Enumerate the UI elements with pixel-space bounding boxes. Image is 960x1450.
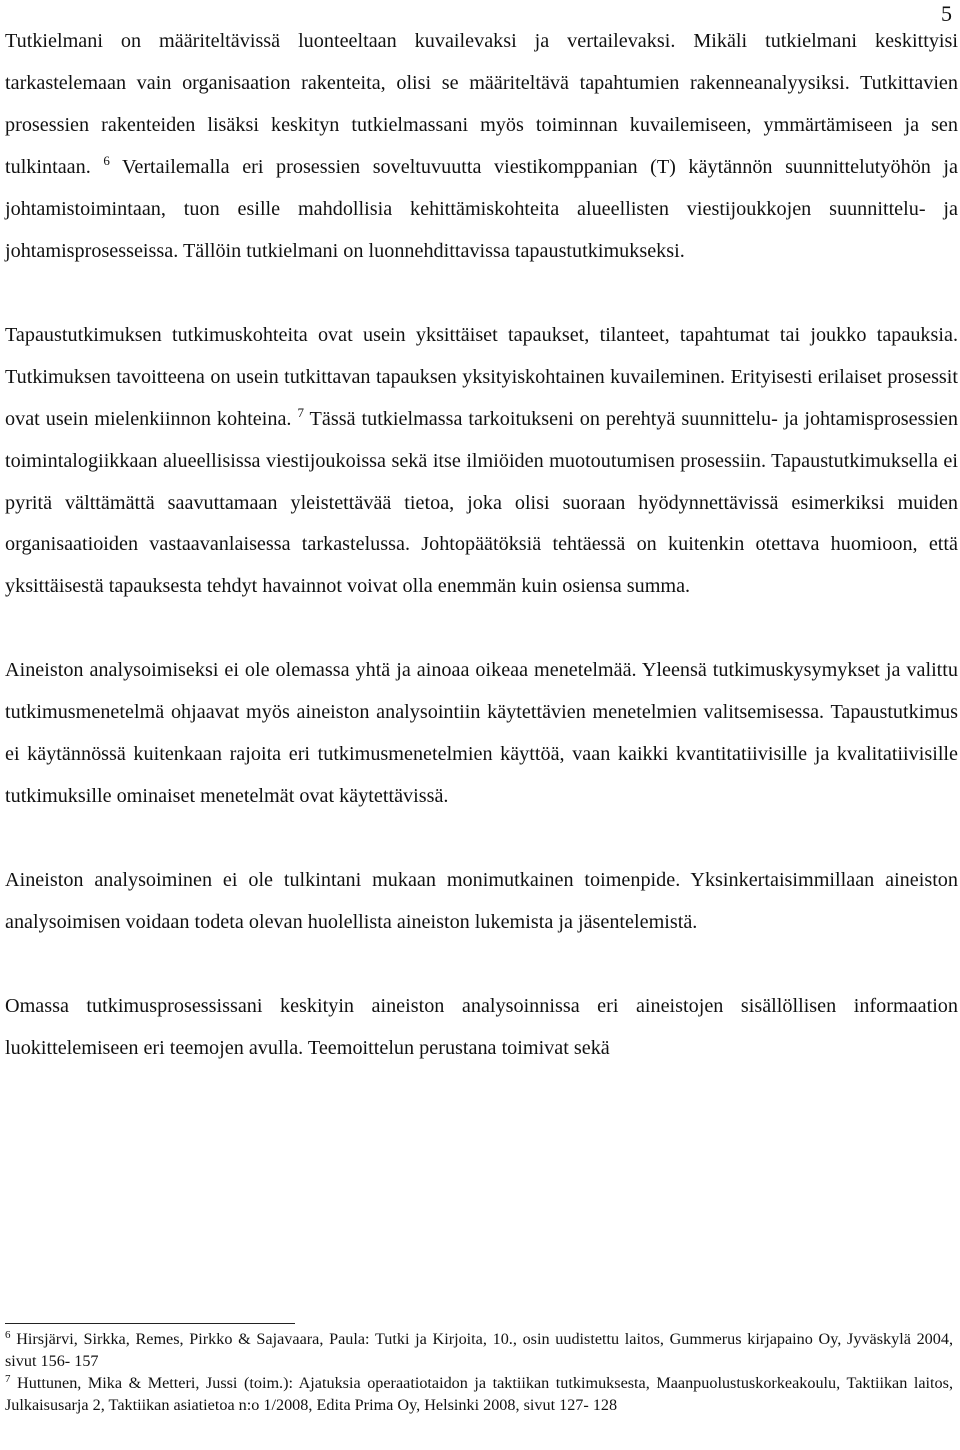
paragraph-2-text-a: Tapaustutkimuksen tutkimuskohteita ovat usein yksittäiset tapaukset, tilanteet, tapahtumat tai joukko tapauksia. Tutkimuksen tavoitteena on usein tutkittavan tapauksen yksityiskohtainen kuvaileminen. Erityisesti erilaiset prosessit ovat usein mielenkiinnon kohteina. <box>5 323 958 430</box>
page-number: 5 <box>941 1 952 26</box>
footnotes <box>5 1328 953 1416</box>
body-text <box>5 21 958 1070</box>
paragraph-1-text-a: Tutkielmani on määriteltävissä luonteeltaan kuvailevaksi ja vertailevaksi. Mikäli tutkielmani keskittyisi tarkastelemaan vain organisaation rakenteita, olisi se määriteltävä tapahtumien rakenneanalyysiksi. Tutkittavien prosessien rakenteiden lisäksi keskityn tutkielmassani myös toiminnan kuvailemiseen, ymmärtämiseen ja sen tulkintaan. <box>5 30 958 178</box>
paragraph-1 <box>5 21 958 273</box>
paragraph-1-text-b: Vertailemalla eri prosessien soveltuvuutta viestikomppanian (T) käytännön suunnittelutyöhön ja johtamistoimintaan, tuon esille mahdollisia kehittämiskohteita alueellisten viestijoukkojen suunnittelu- ja johtamisprosesseissa. Tällöin tutkielmani on luonnehdittavissa tapaustutkimukseksi. <box>5 155 958 262</box>
footnote-ref-7: 7 <box>297 404 304 420</box>
paragraph-4-text: Aineiston analysoiminen ei ole tulkintani mukaan monimutkainen toimenpide. Yksinkertaisimmillaan aineiston analysoimisen voidaan todeta olevan huolellista aineiston lukemista ja jäsentelemistä. <box>5 869 958 934</box>
paragraph-5-text: Omassa tutkimusprosessissani keskityin aineiston analysoinnissa eri aineistojen sisällöllisen informaation luokittelemiseen eri teemojen avulla. Teemoittelun perustana toimivat sekä <box>5 995 958 1060</box>
footnote-6 <box>5 1328 953 1372</box>
paragraph-2-text-b: Tässä tutkielmassa tarkoitukseni on perehtyä suunnittelu- ja johtamisprosessien toimintalogiikkaan alueellisissa viestijoukoissa sekä itse ilmiöiden muotoutumisen prosessiin. Tapaustutkimuksella ei pyritä välttämättä saavuttamaan yleistettävää tietoa, joka olisi suoraan hyödynnettävissä esimerkiksi muiden organisaatioiden vastaavanlaisessa tarkastelussa. Johtopäätöksiä tehtäessä on kuitenkin otettava huomioon, että yksittäisestä tapauksesta tehdyt havainnot voivat olla enemmän kuin osiensa summa. <box>5 407 958 598</box>
paragraph-4 <box>5 860 958 944</box>
footnote-mark-6: 6 <box>5 1329 11 1341</box>
footnote-mark-7: 7 <box>5 1373 11 1385</box>
footnote-7-text: Huttunen, Mika & Metteri, Jussi (toim.): Ajatuksia operaatiotaidon ja taktiikan tutkimuksesta, Maanpuolustuskorkeakoulu, Taktiikan laitos, Julkaisusarja 2, Taktiikan asiatietoa n:o 1/2008, Edita Prima Oy, Helsinki 2008, sivut 127- 128 <box>5 1374 953 1414</box>
footnote-ref-6: 6 <box>103 152 110 168</box>
paragraph-3 <box>5 650 958 818</box>
footnote-separator <box>5 1323 295 1324</box>
footnote-6-text: Hirsjärvi, Sirkka, Remes, Pirkko & Sajavaara, Paula: Tutki ja Kirjoita, 10., osin uudistettu laitos, Gummerus kirjapaino Oy, Jyväskylä 2004, sivut 156- 157 <box>5 1330 953 1370</box>
paragraph-2 <box>5 315 958 609</box>
footnote-7 <box>5 1372 953 1416</box>
paragraph-5 <box>5 986 958 1070</box>
paragraph-3-text: Aineiston analysoimiseksi ei ole olemassa yhtä ja ainoaa oikeaa menetelmää. Yleensä tutkimuskysymykset ja valittu tutkimusmenetelmä ohjaavat myös aineiston analysointiin käytettävien menetelmien valitsemisessa. Tapaustutkimus ei käytännössä kuitenkaan rajoita eri tutkimusmenetelmien käyttöä, vaan kaikki kvantitatiivisille ja kvalitatiivisille tutkimuksille ominaiset menetelmät ovat käytettävissä. <box>5 659 958 808</box>
